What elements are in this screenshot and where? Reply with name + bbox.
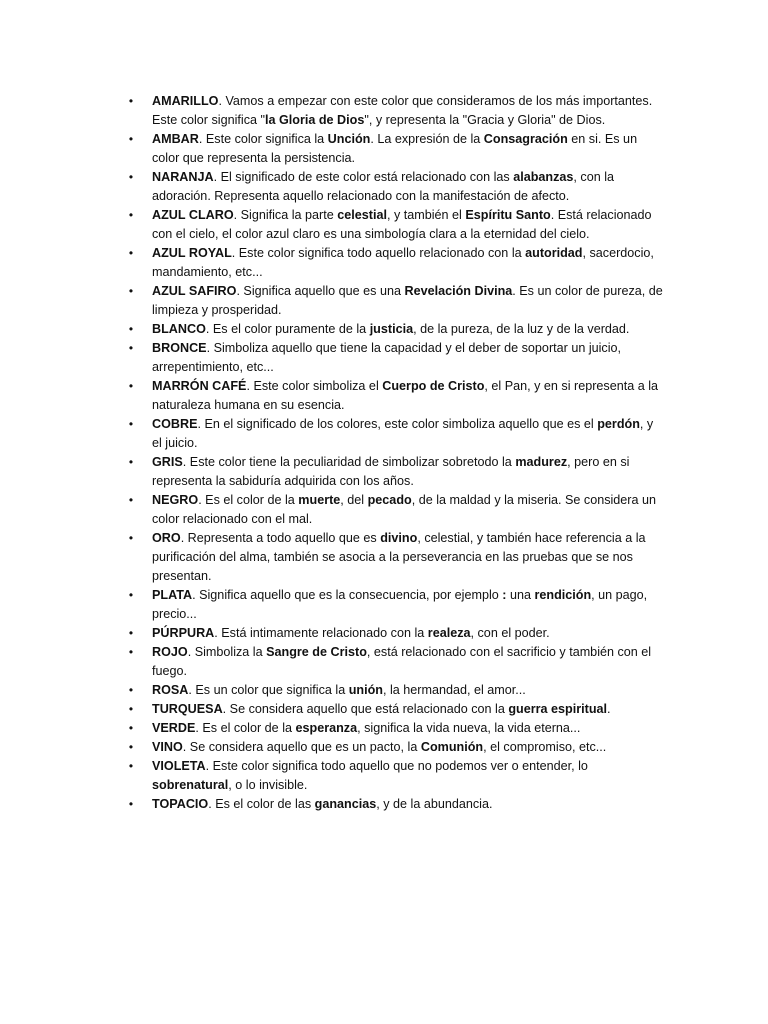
body-text: . Es un color que significa la: [188, 683, 349, 697]
body-text: , y de la abundancia.: [376, 797, 493, 811]
list-item: [126, 92, 666, 130]
bold-text: PÚRPURA: [152, 626, 215, 640]
bold-text: Unción: [327, 132, 371, 146]
bold-text: BRONCE: [152, 341, 207, 355]
list-item: [126, 719, 666, 738]
body-text: . Vamos a empezar con este color que consideramos de los más importantes. Este color significa ": [152, 94, 653, 127]
bold-text: Revelación Divina: [404, 284, 513, 298]
list-item: [126, 206, 666, 244]
bullet-icon: •: [128, 341, 134, 355]
bold-text: madurez: [515, 455, 568, 469]
body-text: . Es el color de la: [198, 493, 299, 507]
color-meaning-list: [126, 92, 666, 814]
bullet-icon: •: [128, 721, 134, 735]
bullet-icon: •: [128, 683, 134, 697]
list-item: [126, 681, 666, 700]
body-text: . Este color significa la: [198, 132, 328, 146]
body-text: . Se considera aquello que está relacionado con la: [222, 702, 509, 716]
bold-text: AZUL SAFIRO: [152, 284, 237, 298]
body-text: . Es el color de las: [208, 797, 315, 811]
bullet-icon: •: [128, 626, 134, 640]
list-item: [126, 624, 666, 643]
bold-text: :: [502, 588, 510, 602]
bullet-icon: •: [128, 170, 134, 184]
body-text: . Se considera aquello que es un pacto, la: [182, 740, 421, 754]
list-item: [126, 339, 666, 377]
bold-text: Comunión: [420, 740, 484, 754]
bold-text: TOPACIO: [152, 797, 209, 811]
bullet-icon: •: [128, 645, 134, 659]
body-text: , sacerdocio, mandamiento, etc...: [152, 246, 654, 279]
bullet-icon: •: [128, 94, 134, 108]
body-text: , significa la vida nueva, la vida eterna...: [357, 721, 581, 735]
body-text: , el Pan, y en si representa a la naturaleza humana en su esencia.: [152, 379, 659, 412]
body-text: ", y representa la "Gracia y Gloria" de Dios.: [364, 113, 606, 127]
bold-text: unión: [348, 683, 383, 697]
bold-text: VIOLETA: [152, 759, 206, 773]
bold-text: Cuerpo de Cristo: [382, 379, 485, 393]
list-item: [126, 244, 666, 282]
bold-text: ROSA: [152, 683, 189, 697]
bold-text: ORO: [152, 531, 181, 545]
body-text: , con el poder.: [470, 626, 550, 640]
body-text: , pero en si representa la sabiduría adquirida con los años.: [152, 455, 630, 488]
bold-text: Consagración: [483, 132, 568, 146]
bold-text: NEGRO: [152, 493, 199, 507]
bold-text: BLANCO: [152, 322, 206, 336]
body-text: , de la pureza, de la luz y de la verdad.: [413, 322, 630, 336]
bold-text: realeza: [427, 626, 471, 640]
bullet-icon: •: [128, 379, 134, 393]
body-text: , la hermandad, el amor...: [382, 683, 526, 697]
bold-text: GRIS: [152, 455, 183, 469]
bullet-icon: •: [128, 132, 134, 146]
body-text: .: [607, 702, 611, 716]
body-text: , celestial, y también hace referencia a la purificación del alma, también se asocia a la perseverancia en las pruebas que se nos presentan.: [152, 531, 646, 583]
body-text: , un pago, precio...: [152, 588, 648, 621]
bold-text: AMARILLO: [152, 94, 219, 108]
body-text: . Es el color de la: [195, 721, 296, 735]
body-text: en si. Es un color que representa la persistencia.: [152, 132, 638, 165]
bold-text: MARRÓN CAFÉ: [152, 379, 247, 393]
bold-text: perdón: [597, 417, 640, 431]
bullet-icon: •: [128, 417, 134, 431]
bold-text: pecado: [367, 493, 412, 507]
body-text: . Significa aquello que es una: [236, 284, 405, 298]
bold-text: muerte: [298, 493, 341, 507]
body-text: . Simboliza aquello que tiene la capacidad y el deber de soportar un juicio, arrepentimiento, etc...: [152, 341, 622, 374]
list-item: [126, 700, 666, 719]
bullet-icon: •: [128, 702, 134, 716]
bold-text: ROJO: [152, 645, 188, 659]
list-item: [126, 130, 666, 168]
body-text: , está relacionado con el sacrificio y también con el fuego.: [152, 645, 652, 678]
list-item: [126, 491, 666, 529]
bold-text: COBRE: [152, 417, 198, 431]
body-text: , con la adoración. Representa aquello relacionado con la manifestación de afecto.: [152, 170, 615, 203]
body-text: , del: [340, 493, 368, 507]
bullet-icon: •: [128, 588, 134, 602]
body-text: una: [509, 588, 535, 602]
bold-text: VERDE: [152, 721, 196, 735]
body-text: . Representa a todo aquello que es: [180, 531, 381, 545]
body-text: . Está intimamente relacionado con la: [214, 626, 428, 640]
list-item: [126, 282, 666, 320]
bold-text: AZUL ROYAL: [152, 246, 232, 260]
bold-text: esperanza: [295, 721, 358, 735]
list-item: [126, 586, 666, 624]
bold-text: sobrenatural: [152, 778, 229, 792]
body-text: . Es el color puramente de la: [205, 322, 370, 336]
list-item: [126, 738, 666, 757]
body-text: , de la maldad y la miseria. Se considera un color relacionado con el mal.: [152, 493, 657, 526]
bullet-icon: •: [128, 531, 134, 545]
bold-text: divino: [380, 531, 418, 545]
list-item: [126, 643, 666, 681]
bullet-icon: •: [128, 208, 134, 222]
body-text: . La expresión de la: [370, 132, 484, 146]
list-item: [126, 320, 666, 339]
body-text: , o lo invisible.: [228, 778, 308, 792]
body-text: . Simboliza la: [187, 645, 267, 659]
list-item: [126, 529, 666, 586]
bullet-icon: •: [128, 455, 134, 469]
bullet-icon: •: [128, 759, 134, 773]
list-item: [126, 795, 666, 814]
body-text: , y también el: [386, 208, 466, 222]
body-text: . Es un color de pureza, de limpieza y prosperidad.: [152, 284, 663, 317]
list-item: [126, 168, 666, 206]
bold-text: ganancias: [314, 797, 377, 811]
bold-text: la Gloria de Dios: [264, 113, 365, 127]
bold-text: VINO: [152, 740, 183, 754]
bold-text: PLATA: [152, 588, 193, 602]
bullet-icon: •: [128, 322, 134, 336]
bullet-icon: •: [128, 797, 134, 811]
body-text: . El significado de este color está relacionado con las: [213, 170, 514, 184]
bold-text: AMBAR: [152, 132, 199, 146]
body-text: . Está relacionado con el cielo, el color azul claro es una simbología clara a la eternidad del cielo.: [152, 208, 652, 241]
bold-text: rendición: [534, 588, 592, 602]
body-text: . Este color significa todo aquello relacionado con la: [231, 246, 526, 260]
body-text: , el compromiso, etc...: [483, 740, 607, 754]
bold-text: AZUL CLARO: [152, 208, 234, 222]
body-text: . Este color simboliza el: [246, 379, 383, 393]
list-item: [126, 453, 666, 491]
bold-text: NARANJA: [152, 170, 214, 184]
body-text: . Significa aquello que es la consecuencia, por ejemplo: [192, 588, 503, 602]
bold-text: justicia: [369, 322, 414, 336]
bold-text: autoridad: [525, 246, 583, 260]
bullet-icon: •: [128, 284, 134, 298]
bold-text: Sangre de Cristo: [266, 645, 367, 659]
bullet-icon: •: [128, 246, 134, 260]
bold-text: alabanzas: [513, 170, 574, 184]
body-text: . Este color tiene la peculiaridad de simbolizar sobretodo la: [182, 455, 516, 469]
bold-text: celestial: [337, 208, 387, 222]
body-text: , y el juicio.: [152, 417, 654, 450]
list-item: [126, 377, 666, 415]
list-item: [126, 415, 666, 453]
bullet-icon: •: [128, 493, 134, 507]
body-text: . En el significado de los colores, este color simboliza aquello que es el: [197, 417, 598, 431]
body-text: . Significa la parte: [233, 208, 338, 222]
bullet-icon: •: [128, 740, 134, 754]
bold-text: TURQUESA: [152, 702, 223, 716]
bold-text: Espíritu Santo: [465, 208, 551, 222]
body-text: . Este color significa todo aquello que no podemos ver o entender, lo: [205, 759, 588, 773]
list-item: [126, 757, 666, 795]
bold-text: guerra espiritual: [508, 702, 608, 716]
